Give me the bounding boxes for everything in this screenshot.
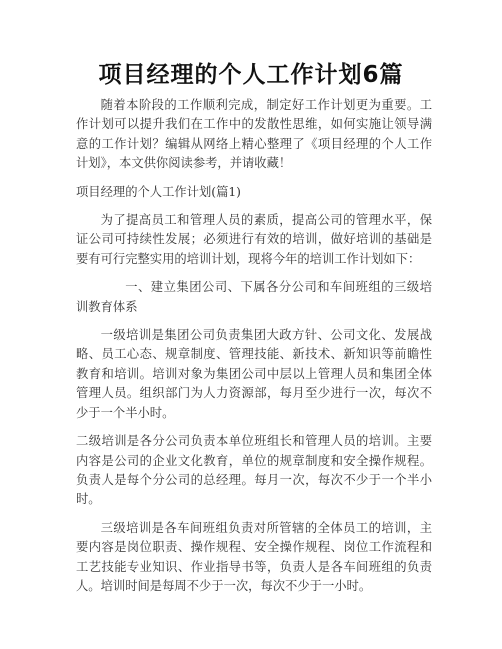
paragraph-3: 二级培训是各分公司负责本单位班组长和管理人员的培训。主要内容是公司的企业文化教育，单位的规章制度和安全操作规程。负责人是每个分公司的总经理。每月一次，每次不少于一个半小时。: [76, 434, 432, 507]
paragraph-2: 一级培训是集团公司负责集团大政方针、公司文化、发展战略、员工心态、规章制度、管理技能、新技术、新知识等前瞻性教育和培训。培训对象为集团公司中层以上管理人员和集团全体管理人员。组织部门为人力资源部，每月至少进行一次，每次不少于一个半小时。: [76, 328, 432, 420]
paragraph-4: 三级培训是各车间班组负责对所管辖的全体员工的培训，主要内容是岗位职责、操作规程、安全操作规程、岗位工作流程和工艺技能专业知识、作业指导书等，负责人是各车间班组的负责人。培训时间是每周不少于一次，每次不少于一小时。: [76, 520, 432, 593]
document-title: 项目经理的个人工作计划6篇: [98, 62, 404, 88]
paragraph-1: 为了提高员工和管理人员的素质，提高公司的管理水平，保证公司可持续性发展；必须进行有效的培训，做好培训的基础是要有可行完整实用的培训计划，现将今年的培训工作计划如下：: [76, 213, 432, 266]
heading-1: 一、建立集团公司、下属各分公司和车间班组的三级培训教育体系: [76, 280, 432, 314]
intro-paragraph: 随着本阶段的工作顺利完成，制定好工作计划更为重要。工作计划可以提升我们在工作中的发散性思维，如何实施让领导满意的工作计划？编辑从网络上精心整理了《项目经理的个人工作计划》，本文供你阅读参考，并请收藏！: [76, 98, 432, 171]
section-title: 项目经理的个人工作计划(篇1): [76, 184, 241, 199]
document-body: [76, 96, 432, 596]
